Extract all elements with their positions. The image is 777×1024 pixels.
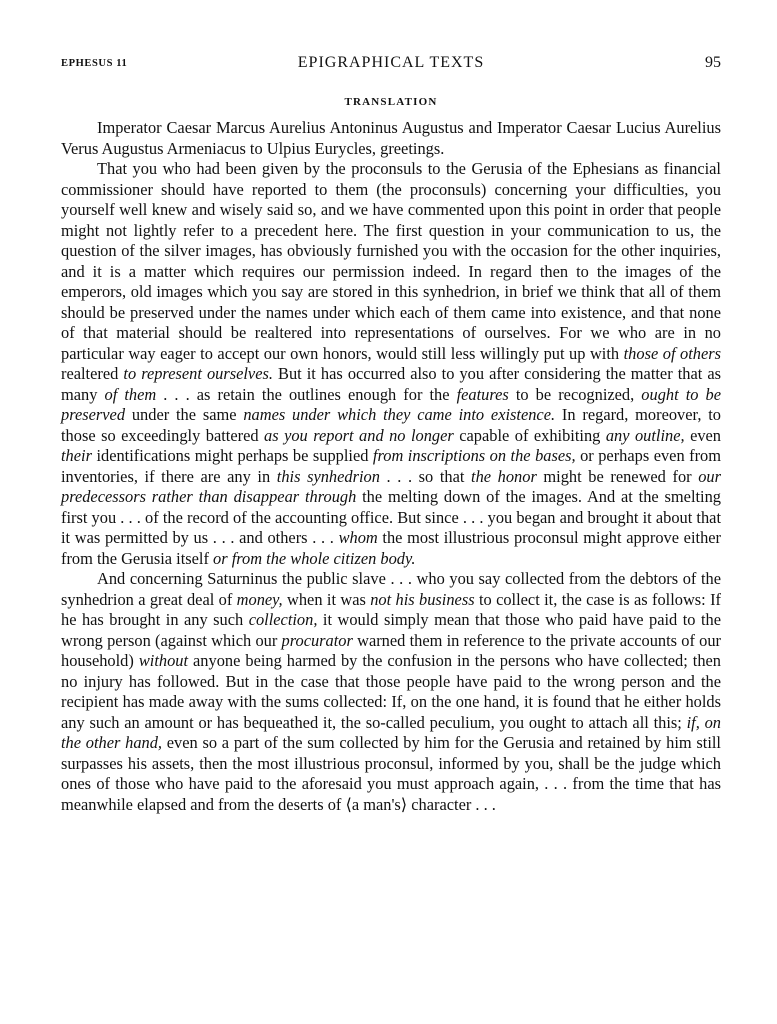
header-title: EPIGRAPHICAL TEXTS [297, 54, 485, 71]
italic-text: money, [236, 589, 283, 609]
italic-text: this synhedrion [276, 466, 380, 486]
running-head [61, 54, 721, 76]
translation-body [61, 118, 721, 815]
text-run: But it has occurred also to you after considering the matter that as many [61, 364, 722, 404]
page-number: 95 [705, 54, 721, 71]
text-run: the melting down of the images. And at the smelting first you . . . of the record of the accounting office. But since . . . you began and brought it about that it was permitted by us . . . and others . . . [61, 487, 721, 547]
text-run: . . . as retain the outlines enough for the [156, 384, 457, 404]
text-run: identifications might perhaps be supplied [91, 446, 373, 465]
italic-text: those of others [623, 343, 721, 363]
italic-text: whom [338, 528, 378, 547]
document-page [61, 54, 721, 815]
text-run: or perhaps even from inventories, if there are any in [61, 446, 721, 486]
text-run: even so a part of the sum collected by him for the Gerusia and retained by him still surpasses his assets, then the most illustrious proconsul, informed by you, shall be the judge which ones of those who have paid to the aforesaid you must approach again, . . . from the time that has meanwhile elapsed and from the deserts of ⟨a man's⟩ character . . . [61, 733, 721, 814]
text-run: might be renewed for [536, 466, 699, 486]
italic-text: as you report and no longer [264, 425, 454, 445]
text-run: warned them in reference to the private accounts of our household) [61, 630, 722, 670]
text-run: realtered [61, 364, 124, 383]
text-run: In regard, moreover, to those so exceedingly battered [61, 405, 721, 445]
paragraph [61, 159, 721, 569]
italic-text: the honor [471, 466, 537, 486]
italic-text: features [456, 384, 509, 404]
italic-text: any outline, [605, 425, 685, 445]
italic-text: collection, [248, 610, 318, 629]
italic-text: procurator [281, 630, 353, 650]
italic-text: if, on the other hand, [61, 712, 721, 752]
italic-text: or from the whole citizen body. [213, 548, 416, 568]
italic-text: without [138, 651, 189, 670]
italic-text: not his business [370, 589, 475, 609]
text-run: anyone being harmed by the confusion in the persons who have collected; then no injury has followed. But in the case that those people have paid to the wrong person and the recipient has made away with the sums collected: If, on the one hand, it is found that he either holds any such an amount or has bequeathed it, the so-called peculium, you ought to attach all this; [61, 651, 721, 732]
text-run: to collect it, the case is as follows: If he has brought in any such [61, 589, 721, 629]
text-run: capable of exhibiting [453, 425, 606, 445]
text-run: Imperator Caesar Marcus Aurelius Antoninus Augustus and Imperator Caesar Lucius Aurelius Verus Augustus Armeniacus to Ulpius Eurycles, greetings. [61, 118, 721, 158]
paragraph [61, 569, 721, 815]
paragraph [61, 118, 721, 159]
text-run: That you who had been given by the proconsuls to the Gerusia of the Ephesians as financial commissioner should have reported to them (the proconsuls) concerning your difficulties, you yourself well knew and wisely said so, and we have commented upon this point in order that people might not lightly refer to a precedent here. The first question in your communication to us, the question of the silver images, has obviously furnished you with the occasion for the other inquiries, and it is a matter which requires our permission indeed. In regard then to the images of the emperors, old images which you say are stored in this synhedrion, in brief we think that all of them should be preserved under the names under which each of them came into existence, and that none of that material should be realtered into representations of ourselves. For we who are in no particular way eager to accept our own honors, would still less willingly put up with [61, 159, 721, 363]
italic-text: of them [104, 384, 157, 404]
italic-text: our predecessors rather than disappear through [61, 466, 721, 506]
italic-text: names under which they came into existence. [243, 405, 556, 424]
text-run: even [684, 425, 722, 445]
italic-text: their [61, 446, 92, 465]
text-run: . . . so that [379, 466, 472, 486]
text-run: the most illustrious proconsul might approve either from the Gerusia itself [61, 528, 721, 568]
text-run: And concerning Saturninus the public slave . . . who you say collected from the debtors of the synhedrion a great deal of [61, 569, 721, 609]
section-title: TRANSLATION [344, 96, 438, 108]
text-run: under the same [125, 405, 244, 424]
italic-text: to represent ourselves. [123, 364, 273, 383]
header-inscription-ref: EPHESUS 11 [61, 58, 128, 69]
italic-text: ought to be preserved [61, 384, 721, 424]
text-run: when it was [282, 589, 371, 609]
italic-text: from inscriptions on the bases, [372, 446, 576, 465]
text-run: it would simply mean that those who paid have paid to the wrong person (against which our [61, 610, 722, 650]
text-run: to be recognized, [508, 384, 642, 404]
